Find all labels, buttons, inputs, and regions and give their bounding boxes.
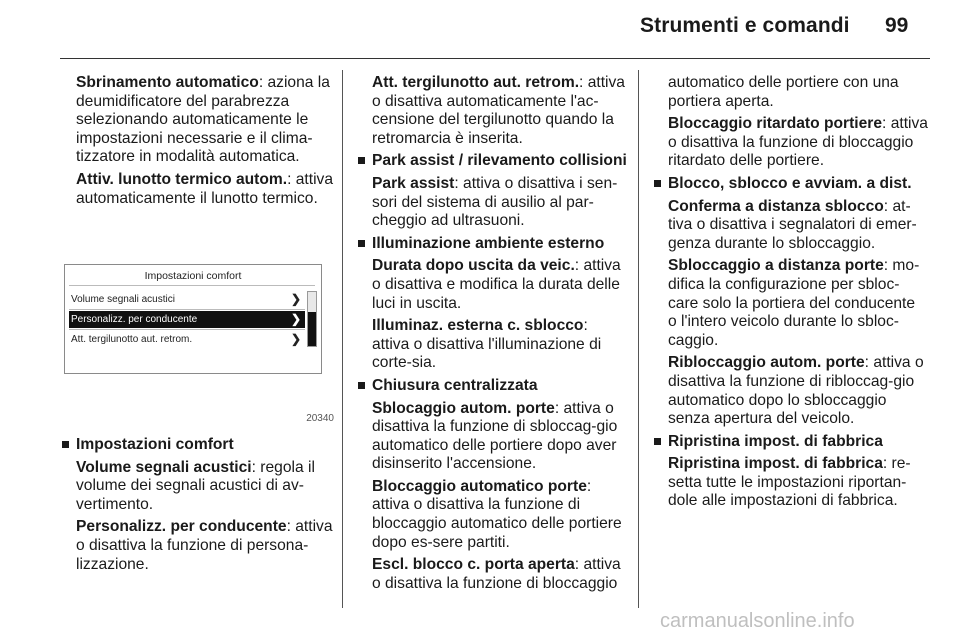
section-heading [360,152,628,171]
column-divider-2 [638,70,639,608]
paragraph [360,400,628,474]
divider [69,309,305,310]
menu-item-label: Personalizz. per conducente [71,314,198,325]
description: : aziona la deumidificatore del parabrezza selezionando automaticamente le impostazioni necessarie e il clima-tizzatore in modalità automatica. [76,74,330,166]
term: Attiv. lunotto termico autom. [76,170,288,188]
term: Ripristina impost. di fabbrica [668,455,883,473]
term: Illuminaz. esterna c. sblocco [372,317,584,335]
description: : attiva o disattiva la funzione di bloccaggio automatico delle portiere dopo es-sere partiti. [372,477,622,551]
bullet-square-icon [358,382,365,389]
divider [69,329,305,330]
description: : attiva o disattiva automaticamente l'ac-censione del tergilunotto quando la retromarcia è inserita. [372,74,625,147]
watermark: carmanualsonline.info [660,610,855,632]
term: Personalizz. per conducente [76,518,287,536]
description: : at-tiva o disattiva i segnalatori di emer-genza durante lo sbloccaggio. [668,197,917,252]
paragraph [360,257,628,313]
description: : attiva o disattiva l'illuminazione di corte-sia. [372,317,602,372]
term: Sblocaggio autom. porte [372,399,555,417]
chevron-right-icon: ❯ [290,312,301,326]
paragraph [64,74,336,167]
term: Bloccaggio automatico porte [372,477,587,495]
term: Sbrinamento automatico [76,74,259,91]
paragraph [64,171,336,208]
paragraph [656,198,928,254]
bullet-square-icon [358,157,365,164]
description: : mo-difica la configurazione per sbloc-care solo la portiera del conducente o l'intero veicolo durante lo sbloc-caggio. [668,257,920,349]
heading-text: Ripristina impost. di fabbrica [668,432,883,450]
term: Ribloccaggio autom. porte [668,354,865,372]
section-heading [360,235,628,254]
menu-item-rear-wiper[interactable] [69,331,305,348]
page-number: 99 [885,14,909,37]
term: Volume segnali acustici [76,458,252,476]
paragraph [64,459,336,515]
figure-number: 20340 [306,413,334,424]
heading-text: Impostazioni comfort [76,436,234,453]
description: : re-setta tutte le impostazioni riportan-dole alle impostazioni di fabbrica. [668,455,911,510]
term: Att. tergilunotto aut. retrom. [372,74,580,91]
display-screen [64,264,322,374]
chevron-right-icon: ❯ [290,332,301,346]
description: : attiva o disattiva la funzione di persona-lizzazione. [76,518,333,573]
description: : attiva o disattiva i sen-sori del sistema di ausilio al par-cheggio ad ultrasuoni. [372,174,618,230]
column-3 [656,74,928,515]
description: : attiva o disattiva e modifica la durata delle luci in uscita. [372,257,621,312]
bullet-square-icon [654,180,661,187]
section-heading [64,436,336,455]
description: : attiva o disattiva la funzione di bloccaggio [372,556,621,592]
paragraph [656,115,928,171]
description: : attiva o disattiva la funzione di sbloccag-gio automatico delle portiere dopo aver disinserito l'accensione. [372,399,618,473]
term: Durata dopo uscita da veic. [372,257,575,275]
term: Escl. blocco c. porta aperta [372,556,575,574]
paragraph [64,518,336,574]
menu-item-personalization[interactable] [69,311,305,328]
heading-text: Park assist / rilevamento collisioni [372,152,627,170]
paragraph [656,354,928,428]
paragraph [656,257,928,350]
heading-text: Illuminazione ambiente esterno [372,234,605,252]
column-1 [64,74,336,212]
section-heading [656,433,928,452]
divider [69,285,315,286]
column-2 [360,74,628,597]
menu-item-volume[interactable] [69,291,305,308]
description: : regola il volume dei segnali acustici di av-vertimento. [76,458,315,513]
screen-title: Impostazioni comfort [144,270,242,282]
menu-item-label: Att. tergilunotto aut. retrom. [71,334,193,345]
page-title: Strumenti e comandi [640,14,850,37]
description: : attiva automaticamente il lunotto termico. [76,170,334,207]
menu-item-label: Volume segnali acustici [71,294,175,305]
column-divider-1 [342,70,343,608]
heading-text: Blocco, sblocco e avviam. a dist. [668,174,912,192]
figure-comfort-settings [64,224,336,426]
paragraph [360,317,628,373]
bullet-square-icon [654,438,661,445]
term: Conferma a distanza sblocco [668,197,884,215]
heading-text: Chiusura centralizzata [372,376,538,394]
column-1-lower [64,436,336,578]
term: Sbloccaggio a distanza porte [668,257,884,275]
bullet-square-icon [358,240,365,247]
description: : attiva o disattiva la funzione di bloccaggio ritardato delle portiere. [668,115,928,170]
paragraph [360,175,628,231]
term: Bloccaggio ritardato portiere [668,115,883,133]
paragraph-continued: automatico delle portiere con una portiera aperta. [668,74,899,110]
paragraph [656,455,928,511]
section-heading [656,175,928,194]
scrollbar-thumb[interactable] [308,312,316,346]
paragraph [360,74,628,148]
term: Park assist [372,174,455,192]
paragraph [360,478,628,552]
section-heading [360,377,628,396]
scrollbar[interactable] [307,291,317,347]
header-rule [60,58,930,59]
bullet-square-icon [62,441,69,448]
description: : attiva o disattiva la funzione di ribloccag-gio automatico dopo lo sbloccaggio senza apertura del veicolo. [668,354,924,428]
paragraph [360,556,628,593]
chevron-right-icon: ❯ [290,292,301,306]
